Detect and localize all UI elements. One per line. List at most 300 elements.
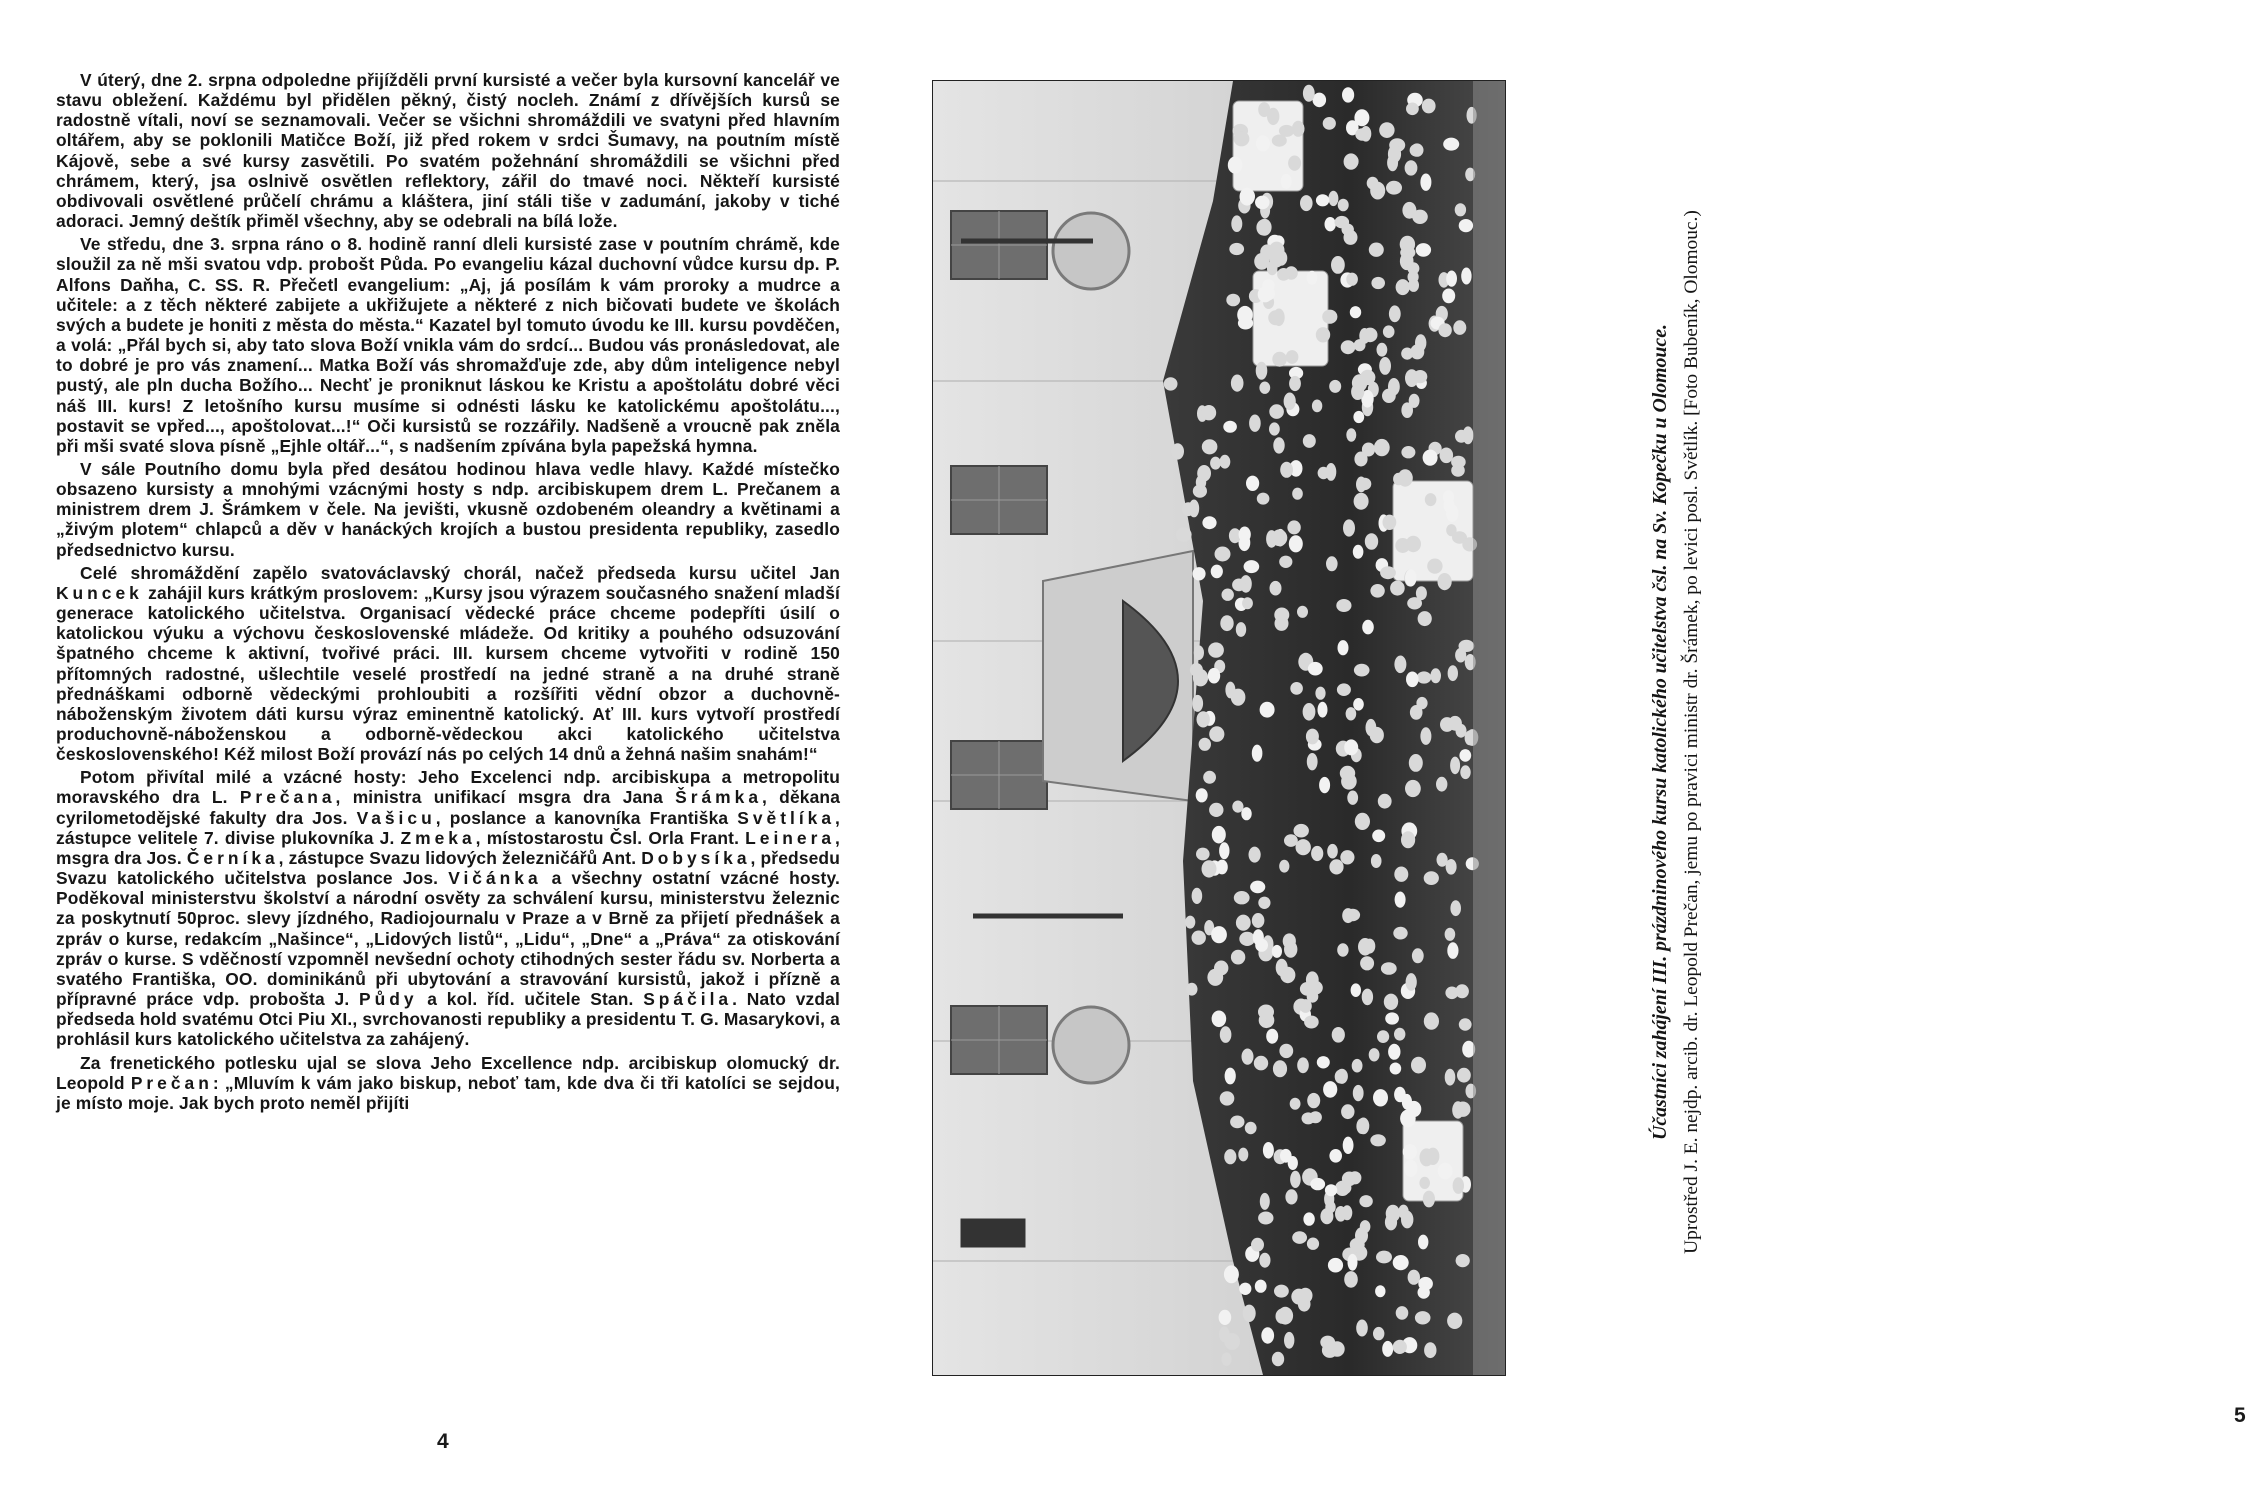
text-run: zahájil kurs krátkým proslovem: „Kursy jsou výrazem současného snažení mladší generace katolického učitelstva. Organisací vědecké práce chceme podepříti úsilí o katolickou výuku a výchovu československé mládeže. Od kritiky a pouhého odsuzování špatného chceme k aktivní, tvořivé práci. III. kursem chceme vytvořiti v rodině 150 přítomných radostné, ušlechtile veselé prostředí na jedné straně a na druhé straně přednáškami odborně vědeckými prohloubiti a rozšířiti vědní obzor a duchovně-náboženským životem dáti kursu výraz eminentně katolický. Ať III. kurs vytvoří prostředí produchovně-náboženskou a odborně-vědeckou akci katolického učitelstva československého! Kéž milost Boží provází nás po celých 14 dnů a žehná našim snahám!“ xyxy=(56,582,840,765)
crowd-face xyxy=(1415,334,1426,351)
crowd-face xyxy=(1294,824,1309,838)
crowd-face xyxy=(1202,439,1218,454)
spaced-name: Spáčila xyxy=(643,989,733,1010)
spaced-name: Půdy xyxy=(359,989,418,1010)
crowd-face xyxy=(1290,682,1303,695)
crowd-face xyxy=(1393,927,1407,940)
text-run: . Nato vzdal předseda hold svatému Otci Piu XI., svrchovanosti republiky a presidentu T. G. Masarykovi, a prohlásil kurs katolického učitelstva za zahájený. xyxy=(56,989,840,1050)
crowd-face xyxy=(1316,194,1329,206)
crowd-face xyxy=(1375,1285,1385,1297)
crowd-face xyxy=(1445,1069,1456,1086)
crowd-face xyxy=(1196,848,1210,861)
crowd-face xyxy=(1220,455,1231,469)
crowd-face xyxy=(1371,854,1382,868)
crowd-face xyxy=(1402,1094,1412,1110)
crowd-face xyxy=(1342,87,1354,102)
crowd-face xyxy=(1344,739,1358,755)
crowd-face xyxy=(1243,1305,1256,1322)
crowd-face xyxy=(1202,516,1216,529)
crowd-face xyxy=(1257,493,1270,505)
article-paragraph xyxy=(56,1053,840,1113)
crowd-face xyxy=(1220,1026,1232,1043)
crowd-face xyxy=(1405,780,1421,797)
crowd-face xyxy=(1408,1270,1420,1285)
crowd-face xyxy=(1259,1253,1270,1268)
crowd-face xyxy=(1362,443,1375,457)
crowd-face xyxy=(1251,1238,1264,1252)
crowd-face xyxy=(1389,305,1401,322)
crowd-face xyxy=(1304,1016,1319,1029)
crowd-face xyxy=(1268,310,1283,325)
crowd-face xyxy=(1424,1012,1439,1029)
crowd-face xyxy=(1279,860,1289,873)
crowd-face xyxy=(1388,145,1401,163)
crowd-face xyxy=(1226,294,1240,307)
crowd-face xyxy=(1451,456,1466,469)
crowd-face xyxy=(1261,1327,1274,1343)
crowd-face xyxy=(1342,908,1354,923)
crowd-face xyxy=(1256,220,1269,236)
crowd-face xyxy=(1362,989,1373,1006)
crowd-face xyxy=(1192,695,1203,712)
crowd-face xyxy=(1361,126,1372,142)
crowd-face xyxy=(1267,261,1278,276)
crowd-face xyxy=(1356,1320,1368,1337)
text-run: , poslance a kanovníka Františka xyxy=(435,807,738,828)
crowd-face xyxy=(1231,950,1245,965)
crowd-face xyxy=(1336,599,1351,612)
crowd-face xyxy=(1415,1311,1431,1324)
crowd-face xyxy=(1220,1091,1235,1105)
crowd-face xyxy=(1281,174,1292,189)
crowd-face xyxy=(1284,393,1296,411)
crowd-face xyxy=(1406,973,1417,991)
crowd-face xyxy=(1303,1212,1314,1225)
crowd-face xyxy=(1386,181,1402,195)
crowd-face xyxy=(1203,771,1216,784)
crowd-face xyxy=(1238,317,1253,330)
crowd-face xyxy=(1351,983,1361,997)
crowd-face xyxy=(1376,1251,1392,1264)
crowd-face xyxy=(1244,560,1260,573)
crowd-face xyxy=(1259,382,1270,394)
crowd-face xyxy=(1319,777,1330,793)
crowd-face xyxy=(1407,597,1422,609)
crowd-face xyxy=(1329,1149,1342,1163)
crowd-face xyxy=(1234,131,1250,146)
article-paragraph xyxy=(56,563,840,765)
spaced-name: Zmeka xyxy=(400,827,476,848)
crowd-face xyxy=(1303,85,1315,102)
crowd-face xyxy=(1316,327,1330,342)
crowd-face xyxy=(1379,357,1391,375)
crowd-face xyxy=(1279,556,1292,568)
crowd-face xyxy=(1329,380,1341,393)
crowd-face xyxy=(1382,1341,1393,1357)
crowd-face xyxy=(1215,547,1231,562)
crowd-face xyxy=(1419,1177,1430,1189)
crowd-face xyxy=(1436,777,1447,792)
crowd-face xyxy=(1207,969,1223,986)
crowd-face xyxy=(1372,830,1385,843)
crowd-face xyxy=(1340,850,1354,864)
crowd-face xyxy=(1418,611,1432,626)
crowd-face xyxy=(1359,478,1372,490)
crowd-face xyxy=(1406,103,1419,116)
crowd-face xyxy=(1199,738,1211,751)
crowd-face xyxy=(1445,987,1458,1000)
crowd-face xyxy=(1253,929,1264,945)
crowd-face xyxy=(1212,826,1226,844)
crowd-face xyxy=(1269,404,1284,419)
crowd-face xyxy=(1370,1134,1386,1146)
crowd-face xyxy=(1325,217,1336,231)
crowd-face xyxy=(1211,565,1223,579)
crowd-face xyxy=(1417,671,1432,683)
crowd-face xyxy=(1277,268,1290,281)
crowd-face xyxy=(1276,959,1288,977)
crowd-face xyxy=(1303,434,1316,448)
crowd-face xyxy=(1343,519,1355,536)
text-run: , zástupce velitele 7. divise plukovníka J. xyxy=(56,807,840,848)
crowd-face xyxy=(1263,1142,1274,1159)
spaced-name: Šrámka xyxy=(675,787,762,808)
crowd-face xyxy=(1327,844,1338,859)
crowd-face xyxy=(1351,383,1364,400)
crowd-face xyxy=(1219,1310,1232,1325)
crowd-face xyxy=(1400,236,1415,253)
crowd-face xyxy=(1258,897,1270,909)
crowd-face xyxy=(1360,956,1374,970)
crowd-face xyxy=(1256,362,1268,380)
crowd-face xyxy=(1406,672,1419,688)
crowd-face xyxy=(1420,174,1431,191)
crowd-face xyxy=(1459,219,1473,232)
crowd-face xyxy=(1386,1205,1400,1222)
crowd-face xyxy=(1236,915,1251,931)
crowd-face xyxy=(1297,1057,1309,1073)
crowd-face xyxy=(1353,545,1364,559)
crowd-face xyxy=(1164,377,1178,390)
crowd-face xyxy=(1401,831,1415,848)
crowd-face xyxy=(1242,1049,1254,1065)
crowd-face xyxy=(1459,1018,1472,1030)
crowd-face xyxy=(1390,1063,1402,1075)
crowd-face xyxy=(1348,1171,1361,1184)
crowd-face xyxy=(1401,446,1415,458)
crowd-face xyxy=(1275,616,1289,631)
crowd-face xyxy=(1463,426,1474,444)
crowd-face xyxy=(1410,705,1423,720)
crowd-face xyxy=(1272,945,1282,958)
crowd-face xyxy=(1272,1352,1284,1367)
spaced-name: Kuncek xyxy=(56,582,143,603)
crowd-face xyxy=(1394,867,1408,882)
crowd-face xyxy=(1341,1104,1354,1119)
crowd-face xyxy=(1328,1258,1343,1273)
crowd-face xyxy=(1388,1044,1400,1060)
crowd-face xyxy=(1209,803,1223,817)
crowd-face xyxy=(1252,745,1263,762)
crowd-face xyxy=(1354,664,1370,677)
crowd-face xyxy=(1331,256,1345,274)
crowd-face xyxy=(1353,698,1364,711)
crowd-face xyxy=(1459,749,1471,762)
crowd-face xyxy=(1290,1171,1301,1188)
photo-caption-title: Účastníci zahájení III. prázdninového kursu katolického učitelstva čsl. na Sv. Kopečku u Olomouce. xyxy=(1649,324,1671,1140)
crowd-face xyxy=(1225,1068,1236,1085)
crowd-face xyxy=(1296,839,1311,855)
crowd-face xyxy=(1411,1057,1426,1074)
crowd-face xyxy=(1383,515,1397,530)
crowd-face xyxy=(1416,243,1431,257)
crowd-face xyxy=(1325,1184,1337,1196)
crowd-face xyxy=(1242,597,1253,609)
crowd-face xyxy=(1239,527,1251,543)
crowd-face xyxy=(1328,191,1338,206)
crowd-face xyxy=(1378,794,1392,809)
crowd-face xyxy=(1405,369,1418,387)
crowd-face xyxy=(1238,1148,1248,1162)
crowd-face xyxy=(1453,320,1466,335)
crowd-face xyxy=(1393,1255,1409,1270)
crowd-face xyxy=(1341,340,1356,354)
text-run: : „Mluvím k vám jako biskup, neboť tam, kde dva či tři katolíci se sejdou, je místo moje. Jak bych proto neměl přijíti xyxy=(56,1072,840,1113)
text-run: a kol. říd. učitele Stan. xyxy=(417,989,644,1010)
crowd-face xyxy=(1340,1182,1351,1194)
crowd-face xyxy=(1406,536,1421,552)
crowd-face xyxy=(1329,859,1343,874)
crowd-face xyxy=(1371,277,1385,289)
crowd-face xyxy=(1323,1081,1337,1098)
text-run: , předsedu Svazu katolického učitelstva poslance Jos. xyxy=(56,847,840,889)
crowd-face xyxy=(1197,711,1210,727)
crowd-face xyxy=(1390,581,1405,596)
crowd-face xyxy=(1443,138,1459,151)
crowd-face xyxy=(1393,1340,1407,1354)
crowd-face xyxy=(1447,1313,1462,1329)
crowd-face xyxy=(1403,1144,1417,1160)
photo-caption xyxy=(1644,82,1708,1382)
text-run: , místostarostu Čsl. Orla Frant. xyxy=(475,827,746,848)
crowd-face xyxy=(1448,665,1458,681)
crowd-face xyxy=(1344,230,1358,245)
crowd-face xyxy=(1279,1044,1293,1058)
crowd-face xyxy=(1186,983,1197,996)
text-run: Celé shromáždění zapělo svatováclavský chorál, načež předseda kursu učitel Jan xyxy=(80,562,840,583)
photo-caption-credits: Uprostřed J. E. nejdp. arcib. dr. Leopold Prečan, jemu po pravici ministr dr. Šrámek, po levici posl. Světlík. [Foto Bubeník, Olomouc.) xyxy=(1681,210,1702,1254)
crowd-face xyxy=(1266,1029,1278,1044)
crowd-face xyxy=(1353,1085,1364,1101)
crowd-face xyxy=(1284,941,1297,958)
article-paragraph xyxy=(56,234,840,456)
crowd-face xyxy=(1383,325,1395,338)
crowd-face xyxy=(1171,443,1184,459)
left-page xyxy=(0,0,900,1500)
crowd-face xyxy=(1409,394,1420,408)
crowd-face xyxy=(1231,215,1242,232)
crowd-face xyxy=(1300,982,1315,996)
crowd-face xyxy=(1337,943,1348,956)
crowd-face xyxy=(1286,350,1299,364)
crowd-face xyxy=(1380,566,1396,579)
crowd-face xyxy=(1409,754,1423,772)
crowd-face xyxy=(1412,948,1424,963)
crowd-face xyxy=(1450,900,1461,916)
page-number-left: 4 xyxy=(437,1430,449,1453)
text-run: , zástupce Svazu lidových železničářů Ant. xyxy=(278,847,642,868)
crowd-face xyxy=(1363,328,1378,343)
crowd-face xyxy=(1252,913,1265,928)
crowd-face xyxy=(1341,773,1357,789)
crowd-face xyxy=(1280,1149,1292,1163)
crowd-face xyxy=(1456,1254,1470,1267)
crowd-face xyxy=(1445,928,1456,941)
crowd-face xyxy=(1289,535,1303,552)
crowd-face xyxy=(1346,428,1356,441)
crowd-face xyxy=(1272,135,1287,147)
crowd-face xyxy=(1315,687,1325,700)
crowd-face xyxy=(1461,268,1471,285)
crowd-face xyxy=(1208,668,1220,684)
crowd-face xyxy=(1190,663,1203,677)
crowd-face xyxy=(1312,400,1322,413)
crowd-face xyxy=(1370,584,1384,598)
crowd-face xyxy=(1292,488,1303,500)
crowd-face xyxy=(1455,1102,1470,1117)
crowd-face xyxy=(1335,216,1350,228)
crowd-face xyxy=(1310,1178,1325,1190)
text-run: a všechny ostatní vzácné hosty. Poděkoval ministerstvu školství a národní osvěty za schválení kursu, ministerstvu železnic za poskytnutí 50proc. slevy jízdného, Radiojournalu v Praze a v Brně za přijetí přednášek a zpráv o kurse, redakcím „Našince“, „Lidových listů“, „Lidu“, „Dne“ a „Práva“ za otiskování zpráv o kurse. S vděčností vzpomněl nevšední ochoty ctihodných sester řádu sv. Norberta a svatého Františka, OO. dominikánů při ubytování a stravování kursistů, jakož i přízně a přípravné práce vdp. probošta J. xyxy=(56,868,841,1010)
crowd-face xyxy=(1231,689,1246,706)
crowd-face xyxy=(1239,932,1255,946)
crowd-face xyxy=(1269,242,1285,259)
crowd-face xyxy=(1249,847,1261,863)
crowd-face xyxy=(1405,160,1418,175)
crowd-face xyxy=(1211,926,1227,943)
crowd-face xyxy=(1307,753,1318,770)
crowd-face xyxy=(1365,533,1378,550)
crowd-face xyxy=(1219,842,1229,859)
crowd-face xyxy=(1307,271,1318,285)
crowd-face xyxy=(1393,473,1404,486)
crowd-face xyxy=(1401,1211,1413,1229)
crowd-face xyxy=(1230,1116,1244,1129)
crowd-face xyxy=(1254,1056,1268,1071)
crowd-face xyxy=(1352,1059,1363,1073)
crowd-face xyxy=(1420,727,1431,745)
crowd-face xyxy=(1444,498,1455,513)
crowd-face xyxy=(1455,203,1466,216)
crowd-face xyxy=(1234,891,1250,904)
crowd-face xyxy=(1210,457,1221,470)
crowd-face xyxy=(1424,871,1439,885)
crowd-face xyxy=(1288,156,1301,171)
crowd-face xyxy=(1306,729,1319,745)
crowd-face xyxy=(1239,1283,1251,1295)
text-run: Potom přivítal milé a vzácné hosty: Jeho Excelenci ndp. arcibiskupa a metropolitu moravského dra L. xyxy=(56,767,840,808)
crowd-face xyxy=(1360,370,1375,385)
text-run: , ministra unifikací msgra dra Jana xyxy=(335,787,676,808)
crowd-face xyxy=(1212,1011,1227,1028)
crowd-face xyxy=(1278,1307,1294,1325)
crowd-face xyxy=(1369,1048,1380,1061)
crowd-face xyxy=(1307,1238,1319,1250)
crowd-face xyxy=(1420,1148,1434,1166)
crowd-face xyxy=(1323,117,1336,130)
crowd-face xyxy=(1220,615,1233,631)
spaced-name: Světlíka xyxy=(737,807,836,828)
crowd-face xyxy=(1274,1285,1289,1298)
crowd-face xyxy=(1385,1012,1399,1024)
article-paragraph xyxy=(56,767,840,1049)
crowd-face xyxy=(1348,1254,1358,1271)
text-run: V úterý, dne 2. srpna odpoledne přijížděli první kursisté a večer byla kursovní kancelář ve stavu obležení. Každému byl přidělen pěkný, čistý nocleh. Známí z dřívějších kursů se radostně vítali, noví se seznamovali. Večer se všichni shromáždili ve svatyni před hlavním oltářem, aby se poklonili Matičce Boží, již před rokem v srdci Šumavy, na poutním místě Kájově, sebe a své kursy zasvětili. Po svatém požehnání shromáždili se všichni před chrámem, který, jsa oslnivě osvětlen reflektory, zářil do tmavé noci. Někteří kursisté obdivovali osvětlené průčelí chrámu a kláštera, jiní stáli tiše v zadumání, jakoby v tiché adoraci. Jemný deštík přiměl všechny, aby se odebrali na bílá lože. xyxy=(56,70,840,232)
crowd-face xyxy=(1297,606,1308,618)
crowd-face xyxy=(1269,422,1280,435)
crowd-face xyxy=(1249,415,1261,432)
spaced-name: Leinera xyxy=(745,827,836,848)
crowd-face xyxy=(1438,573,1452,590)
crowd-face xyxy=(1287,520,1300,534)
crowd-face xyxy=(1236,622,1246,637)
crowd-face xyxy=(1272,529,1288,546)
crowd-face xyxy=(1322,310,1337,324)
crowd-face xyxy=(1185,916,1195,929)
crowd-face xyxy=(1260,702,1275,718)
crowd-face xyxy=(1460,765,1470,779)
crowd-face xyxy=(1267,108,1279,125)
crowd-face xyxy=(1394,656,1406,674)
crowd-face xyxy=(1292,121,1305,137)
crowd-face xyxy=(1379,122,1394,138)
crowd-face xyxy=(1418,1277,1433,1291)
crowd-face xyxy=(1298,1288,1312,1303)
spaced-name: Vašicu xyxy=(356,807,436,828)
crowd-face xyxy=(1193,485,1207,498)
crowd-face xyxy=(1194,645,1204,660)
crowd-face xyxy=(1246,476,1259,491)
crowd-face xyxy=(1394,1028,1405,1041)
crowd-face xyxy=(1258,1212,1273,1225)
crowd-face xyxy=(1348,155,1359,167)
crowd-face xyxy=(1446,271,1457,287)
crowd-face xyxy=(1192,888,1203,904)
crowd-face xyxy=(1369,243,1384,257)
crowd-face xyxy=(1300,195,1313,211)
crowd-face xyxy=(1273,437,1284,453)
crowd-face xyxy=(1192,567,1205,580)
crowd-face xyxy=(1245,1122,1257,1134)
crowd-face xyxy=(1410,144,1422,156)
crowd-face xyxy=(1381,962,1397,975)
crowd-face xyxy=(1222,589,1234,601)
crowd-face xyxy=(1401,348,1413,360)
crowd-face xyxy=(1423,450,1438,466)
crowd-face xyxy=(1396,1306,1409,1320)
crowd-face xyxy=(1176,527,1192,542)
text-run: Ve středu, dne 3. srpna ráno o 8. hodině ranní dleli kursisté zase v poutním chrámě, kde sloužil za ně mši svatou vdp. probošt Půda. Po evangeliu kázal duchovní vůdce kursu dp. P. Alfons Daňha, C. SS. R. Přečetl evangelium: „Aj, já posílám k vám proroky a mudrce a učitele: a z těch některé zabijete a ukřižujete a některé z nich bičovati budete ve školách svých a budete je honiti z města do města.“ Kazatel byl tomuto úvodu ke III. kursu povděčen, a volá: „Přál bych si, aby tato slova Boží vnikla vám do srdcí... Budou vás pronásledovat, ale to dobré je pro vás znamení... Matka Boží vás shromažďuje zde, aby dům inteligence nebyl pustý, ale pln ducha Božího... Nechť je proniknut láskou ke Kristu a apoštolátu dobré věci náš III. kurs! Z letošního kursu musíme si odnésti lásku ke katolickému apoštolátu..., postavit se vpřed..., apoštolovat...!“ Oči kursistů se rozzářily. Nadšeně a vroucně pak zněla při mši svaté slova písně „Ejhle oltář...“, s nadšením zpívána byla papežská hymna. xyxy=(56,234,840,456)
crowd-face xyxy=(1338,640,1349,655)
crowd-face xyxy=(1453,1177,1464,1194)
crowd-face xyxy=(1438,1163,1453,1180)
crowd-face xyxy=(1355,813,1370,830)
crowd-face xyxy=(1260,1193,1270,1210)
crowd-face xyxy=(1221,1353,1231,1366)
crowd-face xyxy=(1418,1235,1428,1250)
crowd-face xyxy=(1232,801,1243,813)
photo-illustration xyxy=(933,81,1505,1375)
